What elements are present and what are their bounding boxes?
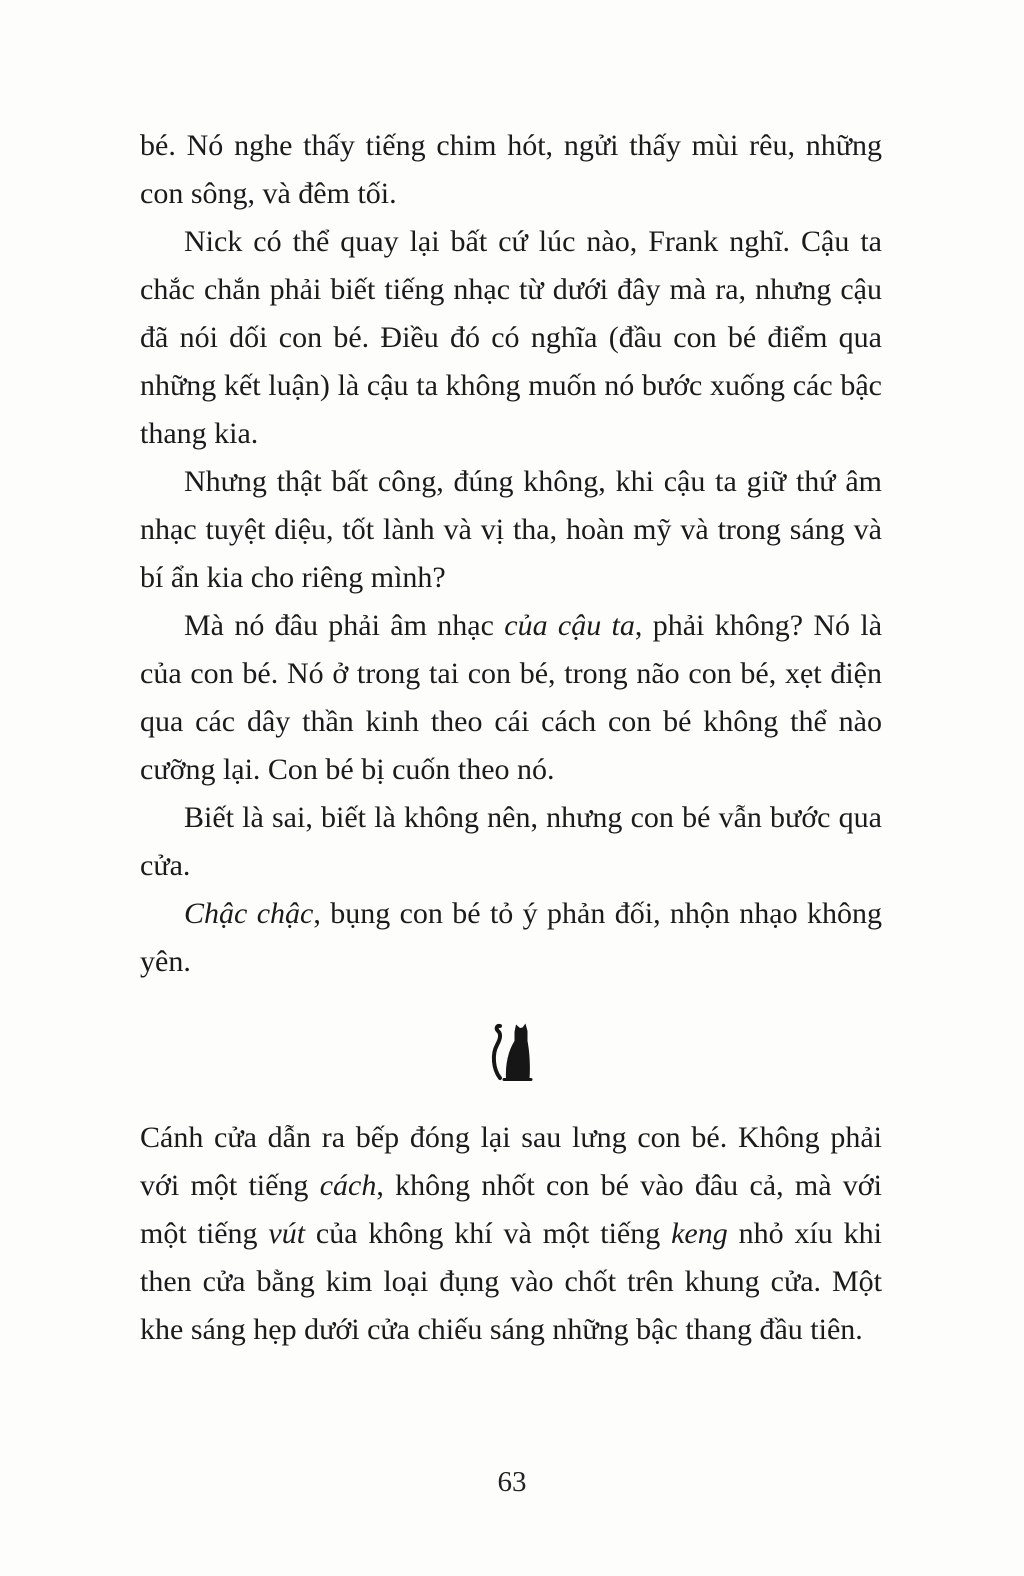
text-run: Cánh cửa dẫn ra bếp đóng lại sau lưng con bé. Không phải với một tiếng: [140, 1121, 882, 1202]
text-run: , bụng con bé tỏ ý phản đối, nhộn nhạo không yên.: [140, 897, 882, 978]
text-run: của không khí và một tiếng: [305, 1217, 672, 1250]
italic-text-run: keng: [671, 1217, 728, 1250]
text-run: Mà nó đâu phải âm nhạc: [184, 609, 505, 642]
paragraph: [140, 218, 882, 458]
paragraph: [140, 122, 882, 218]
paragraph: [140, 602, 882, 794]
cat-icon: [488, 1018, 534, 1082]
italic-text-run: cách: [319, 1169, 377, 1202]
text-run: bé. Nó nghe thấy tiếng chim hót, ngửi thấy mùi rêu, những con sông, và đêm tối.: [140, 129, 882, 210]
page-text: [140, 122, 882, 1354]
text-run: Nhưng thật bất công, đúng không, khi cậu ta giữ thứ âm nhạc tuyệt diệu, tốt lành và vị tha, hoàn mỹ và trong sáng và bí ẩn kia cho riêng mình?: [140, 465, 882, 594]
page-number: 63: [497, 1466, 527, 1498]
paragraph: [140, 1114, 882, 1354]
text-run: nhỏ xíu khi then cửa bằng kim loại đụng vào chốt trên khung cửa. Một khe sáng hẹp dưới cửa chiếu sáng những bậc thang đầu tiên.: [140, 1217, 883, 1346]
section-divider: [140, 986, 882, 1114]
text-run: , phải không? Nó là của con bé. Nó ở trong tai con bé, trong não con bé, xẹt điện qua các dây thần kinh theo cái cách con bé không thể nào cưỡng lại. Con bé bị cuốn theo nó.: [140, 609, 883, 786]
paragraph: [140, 458, 882, 602]
paragraph: [140, 794, 882, 890]
italic-text-run: Chậc chậc: [184, 897, 314, 930]
text-run: Biết là sai, biết là không nên, nhưng con bé vẫn bước qua cửa.: [140, 801, 882, 882]
text-run: , không nhốt con bé vào đâu cả, mà với một tiếng: [140, 1169, 883, 1250]
italic-text-run: của cậu ta: [504, 609, 635, 642]
text-run: Nick có thể quay lại bất cứ lúc nào, Frank nghĩ. Cậu ta chắc chắn phải biết tiếng nhạc từ dưới đây mà ra, nhưng cậu đã nói dối con bé. Điều đó có nghĩa (đầu con bé điểm qua những kết luận) là cậu ta không muốn nó bước xuống các bậc thang kia.: [140, 225, 882, 450]
italic-text-run: vút: [268, 1217, 306, 1250]
paragraph: [140, 890, 882, 986]
